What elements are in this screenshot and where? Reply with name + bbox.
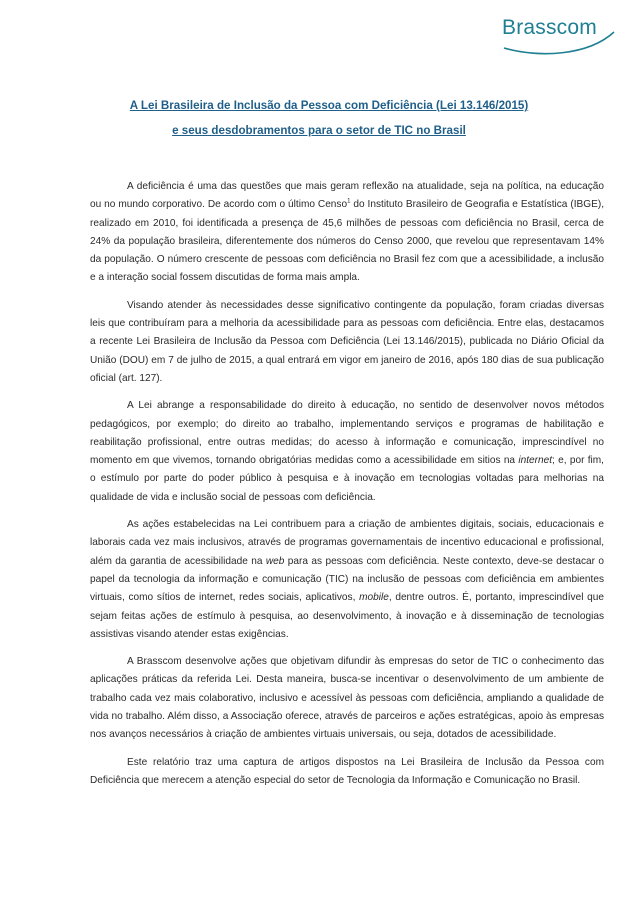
paragraph-4 [90,516,604,644]
paragraph-3-text-a: A Lei abrange a responsabilidade do direito à educação, no sentido de desenvolver novos métodos pedagógicos, por exemplo; do direito ao trabalho, implementando serviços e programas de habilitação e reabilitação profissional, entre outras medidas; do acesso à informação e comunicação, imprescindível no momento em que vivemos, tornando obrigatórias medidas como a acessibilidade em sitios na [90,400,604,467]
paragraph-2: Visando atender às necessidades desse significativo contingente da população, foram criadas diversas leis que contribuíram para a melhoria da acessibilidade para as pessoas com deficiência. Entre elas, destacamos a recente Lei Brasileira de Inclusão da Pessoa com Deficiência (Lei 13.146/2015), publicada no Diário Oficial da União (DOU) em 7 de julho de 2015, a qual entrará em vigor em janeiro de 2016, após 180 dias de sua publicação oficial (art. 127). [90,299,604,384]
paragraph-1 [90,178,604,288]
paragraph-4-text-b: para as pessoas com deficiência. Neste contexto, deve-se destacar o papel da tecnologia da informação e comunicação (TIC) na inclusão de pessoas com deficiência em ambientes virtuais, como sítios de internet, redes sociais, aplicativos, [90,555,604,604]
document-title-line-2: e seus desdobramentos para o setor de TIC no Brasil [172,124,466,137]
italic-mobile: mobile [359,592,389,604]
document-title-line-1: A Lei Brasileira de Inclusão da Pessoa com Deficiência (Lei 13.146/2015) [129,99,529,112]
paragraph-1-text-a: A deficiência é uma das questões que mais geram reflexão na atualidade, seja na política, na educação ou no mundo corporativo. De acordo com o último Censo [90,181,604,211]
italic-web: web [265,555,285,567]
document-body [90,178,604,799]
logo-text: Brasscom [502,16,597,39]
italic-internet: internet [518,455,553,467]
paragraph-5: A Brasscom desenvolve ações que objetivam difundir às empresas do setor de TIC o conhecimento das aplicações práticas da referida Lei. Desta maneira, busca-se incentivar o desenvolvimento de um ambiente de trabalho cada vez mais colaborativo, inclusivo e acessível às pessoas com deficiência, ampliando a qualidade de vida no trabalho. Além disso, a Associação oferece, através de parceiros e ações estratégicas, apoio às empresas nos avanços necessários à criação de ambientes virtuais universais, ou seja, dotados de acessibilidade. [90,656,604,741]
paragraph-6: Este relatório traz uma captura de artigos dispostos na Lei Brasileira de Inclusão da Pessoa com Deficiência que merecem a atenção especial do setor de Tecnologia da Informação e Comunicação no Brasil. [90,756,604,786]
paragraph-3-text-b: ; e, por fim, o estímulo por parte do poder público à pesquisa e à inovação em tecnologias voltadas para melhorias na qualidade de vida e inclusão social de pessoas com deficiência. [90,455,604,503]
footnote-marker: 1 [347,198,351,205]
paragraph-4-text-c: , dentre outros. É, portanto, imprescindível que sejam feitas ações de estímulo à pesquisa, ao desenvolvimento, à inovação e à disseminação de tecnologias assistivas visando atender estas exigências. [90,592,604,640]
paragraph-1-text-b: do Instituto Brasileiro de Geografia e Estatística (IBGE), realizado em 2010, foi identificada a presença de 45,6 milhões de pessoas com deficiência no Brasil, cerca de 24% da população brasileira, diferentemente dos números do Censo 2000, que revelou que representavam 14% da população. O número crescente de pessoas com deficiência no Brasil fez com que a acessibilidade, a inclusão e a interação social fossem discutidas de forma mais ampla. [90,199,604,284]
paragraph-3 [90,397,604,507]
brasscom-logo [498,14,618,54]
paragraph-4-text-a: As ações estabelecidas na Lei contribuem para a criação de ambientes digitais, sociais, educacionais e laborais cada vez mais inclusivos, através de programas governamentais de incentivo educacional e profissional, além da garantia de acessibilidade na [90,519,604,567]
